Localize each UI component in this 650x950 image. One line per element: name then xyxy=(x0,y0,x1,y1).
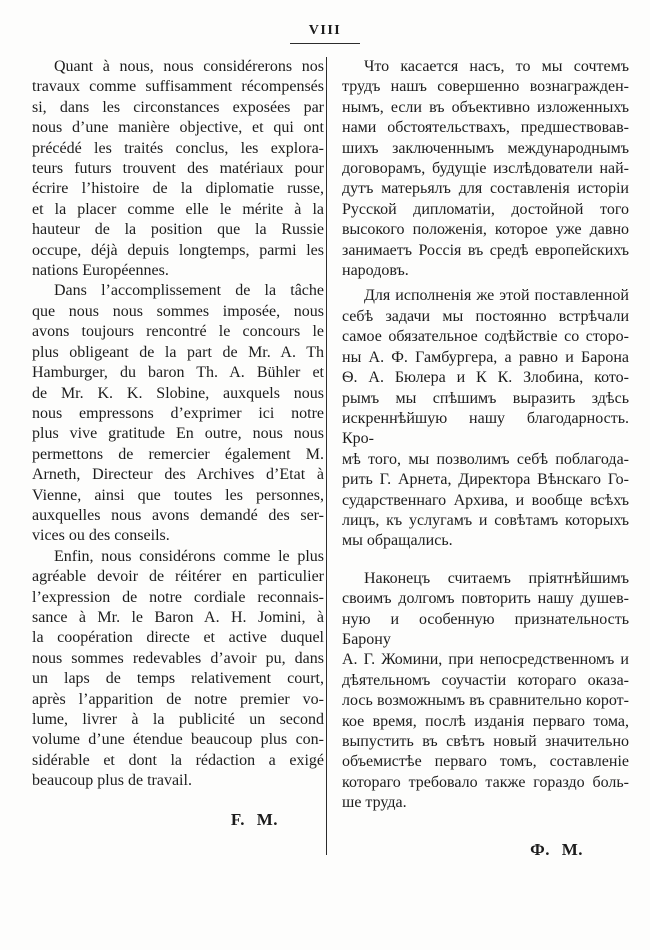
text-line: avons toujours rencontré le concours le xyxy=(32,323,324,341)
text-line: нымъ, если въ объективно изложенныхъ xyxy=(342,98,629,116)
text-line: лицъ, къ услугамъ и совѣтамъ которыхъ xyxy=(342,511,629,529)
text-line: высокого положенія, которое уже давно xyxy=(342,221,629,239)
text-line: nous sommes redevables d’avoir pu, dans xyxy=(32,649,324,667)
paragraph xyxy=(32,281,324,546)
text-line: народовъ. xyxy=(342,262,409,280)
text-line: permettons de remercier également M. xyxy=(32,445,324,463)
text-line: выпустить въ свѣтъ новый значительно xyxy=(342,733,629,750)
text-line: ше труда. xyxy=(342,794,407,812)
text-line: nous empressons d’exprimer ici notre xyxy=(32,404,324,422)
russian-paragraphs xyxy=(342,57,629,814)
text-line: l’expression de notre cordiale reconnais- xyxy=(32,588,324,606)
text-line: plus vive gratitude En outre, nous nous xyxy=(32,425,324,443)
text-line: объемистѣе перваго томъ, составленіе xyxy=(342,753,629,771)
text-line: ную и особенную признательность Барону xyxy=(342,610,629,648)
text-line: que nous nous sommes imposée, nous xyxy=(32,302,324,320)
column-french xyxy=(32,57,324,830)
text-line: сударственнаго Архива, и вообще всѣхъ xyxy=(342,491,629,509)
text-line: самое обязательное содѣйствіе со сторо- xyxy=(342,328,629,346)
text-line: котораго требовало также гораздо боль- xyxy=(342,773,629,791)
text-line: après l’apparition de notre premier vo- xyxy=(32,690,324,708)
text-line: Vienne, ainsi que toutes les personnes, xyxy=(32,486,324,504)
text-line: vices ou des conseils. xyxy=(32,527,170,545)
paragraph xyxy=(342,57,629,281)
signature-russian: Ф. М. xyxy=(530,839,583,859)
text-line: шихъ заключеннымъ международнымъ xyxy=(342,139,629,157)
page-number: VIII xyxy=(308,23,342,38)
text-line: précédé les traités conclus, les explora- xyxy=(32,139,324,157)
text-line: себѣ задачи мы постоянно встрѣчали xyxy=(342,307,629,325)
text-line: agréable devoir de réitérer en particulier xyxy=(32,568,324,586)
page-header xyxy=(0,23,650,44)
text-line: travaux comme suffisamment récompensés xyxy=(32,78,324,96)
text-line: Quant à nous, nous considérerons nos xyxy=(54,58,324,75)
text-line: договорамъ, будущіе изслѣдователи най- xyxy=(342,160,629,178)
text-line: plus obligeant de la part de Mr. A. Th xyxy=(32,343,324,361)
text-line: lume, livrer à la publicité un second xyxy=(32,711,324,728)
text-line: лось возможнымъ въ сравнительно корот- xyxy=(342,692,629,710)
text-line: занимаетъ Россія въ средѣ европейскихъ xyxy=(342,241,629,259)
text-line: Ѳ. А. Бюлера и К К. Злобина, кото- xyxy=(342,369,629,387)
paragraph xyxy=(342,569,629,814)
text-line: кое время, послѣ изданія перваго тома, xyxy=(342,712,629,730)
text-line: et la placer comme elle le mérite à la xyxy=(32,200,324,218)
column-divider xyxy=(326,57,327,855)
text-line: искреннѣйшую нашу благодарность. Кро- xyxy=(342,409,629,448)
text-line: écrire l’histoire de la diplomatie russe, xyxy=(32,180,324,198)
text-line: Dans l’accomplissement de la tâche xyxy=(54,282,324,300)
text-line: sance à Mr. le Baron A. H. Jomini, à xyxy=(32,608,324,626)
text-line: un laps de temps relativement court, xyxy=(32,670,324,688)
paragraph xyxy=(342,286,629,551)
text-line: hauteur de la position que la Russie xyxy=(32,221,324,239)
text-line: occupe, déjà depuis longtemps, parmi les xyxy=(32,241,324,259)
text-line: рить Г. Арнета, Директора Вѣнскаго Го- xyxy=(342,471,629,489)
text-line: своимъ долгомъ повторить нашу душев- xyxy=(342,590,629,608)
text-line: de Mr. K. K. Slobine, auxquels nous xyxy=(32,384,324,402)
paragraph xyxy=(32,547,324,792)
text-line: la coopération directe et active duquel xyxy=(32,629,324,647)
text-line: Hamburger, du baron Th. A. Bühler et xyxy=(32,364,324,382)
text-line: teurs futurs trouvent des matériaux pour xyxy=(32,160,324,178)
text-line: Русской дипломатіи, достойной того xyxy=(342,200,629,218)
text-line: Для исполненія же этой поставленной xyxy=(364,287,629,305)
text-line: нами обстоятельствахъ, предшествовав- xyxy=(342,119,629,137)
text-line: volume d’une étendue beaucoup plus con- xyxy=(32,731,324,749)
text-line: мы обращались. xyxy=(342,532,453,550)
text-line: nous d’une manière objective, et qui ont xyxy=(32,119,324,137)
signature-french: F. M. xyxy=(230,809,278,829)
text-line: А. Г. Жомини, при непосредственномъ и xyxy=(342,651,629,669)
text-line: мѣ того, мы позволимъ себѣ поблагода- xyxy=(342,450,629,468)
text-line: рымъ мы спѣшимъ выразить здѣсь xyxy=(342,389,629,407)
text-line: Наконецъ считаемъ пріятнѣйшимъ xyxy=(364,569,629,587)
text-line: si, dans les circonstances exposées par xyxy=(32,98,324,116)
header-rule xyxy=(290,43,360,44)
text-line: дѣятельномъ соучастіи котораго оказа- xyxy=(342,671,629,689)
text-line: beaucoup plus de travail. xyxy=(32,772,192,790)
text-line: ны А. Ф. Гамбургера, а равно и Барона xyxy=(342,348,629,366)
french-paragraphs xyxy=(32,57,324,792)
text-line: auxquelles nous avons demandé des ser- xyxy=(32,506,324,524)
text-line: nations Européennes. xyxy=(32,262,169,280)
text-line: Enfin, nous considérons comme le plus xyxy=(54,547,324,565)
text-line: sidérable et dont la rédaction a exigé xyxy=(32,751,324,769)
text-line: Что касается насъ, то мы сочтемъ xyxy=(364,58,629,75)
paragraph xyxy=(32,57,324,281)
column-russian xyxy=(342,57,629,860)
text-line: Arneth, Directeur des Archives d’Etat à xyxy=(32,466,324,484)
text-line: дутъ матерьялъ для составленія исторіи xyxy=(342,180,629,198)
text-line: трудъ нашъ совершенно вознагражден- xyxy=(342,78,629,96)
